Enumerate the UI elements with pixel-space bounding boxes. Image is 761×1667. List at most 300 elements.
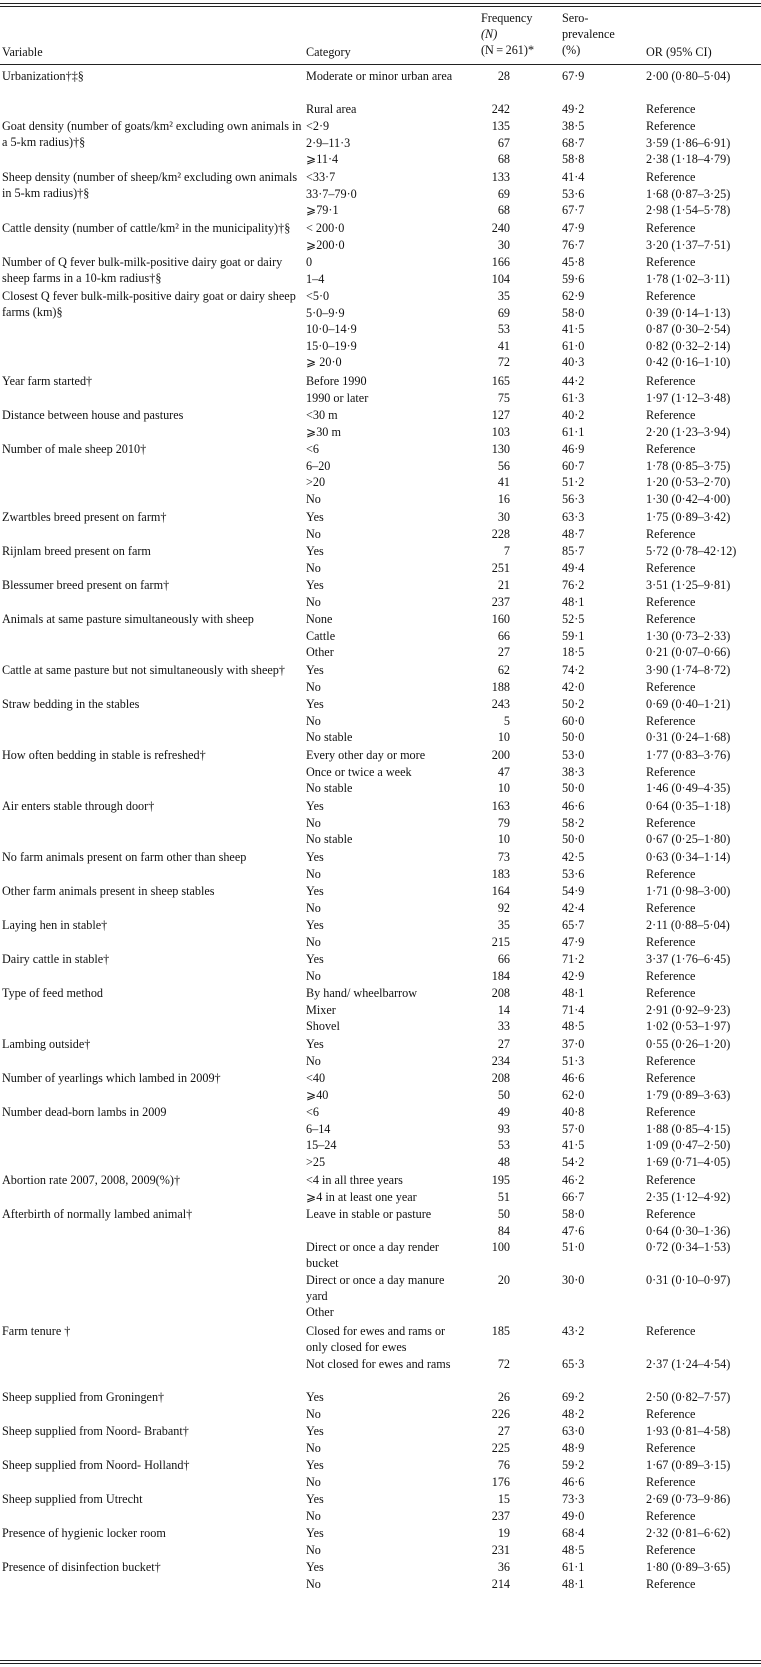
header-rule — [0, 64, 761, 65]
table-row — [0, 424, 761, 441]
seroprevalence-cell: 51·3 — [562, 1053, 585, 1068]
table-row — [0, 186, 761, 203]
frequency-cell: 21 — [497, 578, 510, 592]
category-cell: No stable — [306, 832, 353, 846]
odds-ratio-cell: 1·79 (0·89–3·63) — [646, 1087, 731, 1102]
frequency-cell: 16 — [497, 491, 510, 506]
table-row — [0, 713, 761, 730]
seroprevalence-cell: 85·7 — [562, 544, 585, 558]
odds-ratio-cell: 1·68 (0·87–3·25) — [646, 186, 731, 201]
category-cell: Yes — [306, 663, 324, 677]
frequency-cell: 164 — [491, 884, 510, 898]
frequency-cell: 135 — [491, 119, 510, 133]
frequency-cell: 41 — [497, 475, 510, 489]
seroprevalence-cell: 47·9 — [562, 934, 585, 949]
odds-ratio-cell: 0·64 (0·30–1·36) — [646, 1223, 731, 1238]
table-row — [0, 1002, 761, 1019]
odds-ratio-cell: 1·80 (0·89–3·65) — [646, 1560, 731, 1574]
frequency-cell: 56 — [497, 458, 510, 473]
frequency-cell: 27 — [497, 1037, 510, 1051]
variable-group — [0, 951, 761, 985]
seroprevalence-cell: 40·8 — [562, 1105, 585, 1119]
odds-ratio-cell: 0·82 (0·32–2·14) — [646, 338, 731, 353]
category-cell: Shovel — [306, 1019, 340, 1033]
table-row — [0, 1356, 761, 1389]
variable-group — [0, 254, 761, 288]
top-rule — [0, 3, 761, 4]
odds-ratio-cell: Reference — [646, 1542, 696, 1557]
frequency-cell: 75 — [497, 390, 510, 405]
variable-group — [0, 1525, 761, 1559]
frequency-cell: 49 — [497, 1105, 510, 1119]
seroprevalence-cell: 42·5 — [562, 850, 585, 864]
category-cell: <6 — [306, 442, 319, 456]
variable-group — [0, 1206, 761, 1323]
category-cell: >20 — [306, 475, 326, 489]
category-cell: Yes — [306, 1526, 324, 1540]
category-cell: 5·0–9·9 — [306, 305, 345, 320]
table-row — [0, 611, 761, 628]
variable-group — [0, 1104, 761, 1172]
frequency-cell: 53 — [497, 322, 510, 336]
seroprevalence-cell: 45·8 — [562, 255, 585, 269]
odds-ratio-cell: 2·37 (1·24–4·54) — [646, 1356, 731, 1371]
odds-ratio-cell: 2·00 (0·80–5·04) — [646, 69, 731, 83]
table-row — [0, 354, 761, 371]
variable-label: Rijnlam breed present on farm — [2, 544, 151, 558]
seroprevalence-cell: 48·1 — [562, 986, 585, 1000]
odds-ratio-cell: 0·69 (0·40–1·21) — [646, 697, 731, 711]
odds-ratio-cell: 1·46 (0·49–4·35) — [646, 781, 731, 795]
odds-ratio-cell: Reference — [646, 1406, 696, 1421]
frequency-cell: 84 — [497, 1223, 510, 1238]
category-cell: Yes — [306, 1492, 324, 1506]
variable-label: Straw bedding in the stables — [2, 697, 140, 711]
category-cell: No — [306, 1406, 321, 1421]
category-cell: Rural area — [306, 101, 357, 116]
category-cell: Yes — [306, 697, 324, 711]
seroprevalence-cell: 40·3 — [562, 355, 585, 369]
frequency-cell: 76 — [497, 1458, 510, 1472]
frequency-cell: 242 — [491, 101, 510, 116]
category-cell: Direct or once a day render bucket — [306, 1240, 439, 1270]
seroprevalence-cell: 46·2 — [562, 1173, 585, 1187]
seroprevalence-cell: 59·2 — [562, 1458, 585, 1472]
frequency-cell: 237 — [491, 1508, 510, 1523]
category-cell: No — [306, 1576, 321, 1591]
odds-ratio-cell: 1·69 (0·71–4·05) — [646, 1154, 731, 1169]
category-cell: No — [306, 713, 321, 728]
category-cell: No — [306, 968, 321, 983]
seroprevalence-cell: 71·4 — [562, 1002, 585, 1017]
table-row — [0, 118, 761, 135]
category-cell: No — [306, 815, 321, 830]
odds-ratio-cell: 1·30 (0·73–2·33) — [646, 628, 731, 643]
seroprevalence-cell: 62·9 — [562, 289, 585, 303]
header-odds-ratio: OR (95% CI) — [646, 45, 712, 59]
category-cell: Leave in stable or pasture — [306, 1207, 432, 1221]
table-row — [0, 151, 761, 168]
table-row — [0, 254, 761, 271]
category-cell: Yes — [306, 918, 324, 932]
variable-label: Presence of hygienic locker room — [2, 1526, 166, 1540]
variable-label: Laying hen in stable† — [2, 918, 108, 932]
category-cell: 1990 or later — [306, 390, 369, 405]
frequency-cell: 92 — [497, 900, 510, 915]
category-cell: Other — [306, 645, 334, 659]
odds-ratio-cell: 0·31 (0·24–1·68) — [646, 730, 731, 744]
category-cell: 2·9–11·3 — [306, 135, 351, 150]
odds-ratio-cell: 2·32 (0·81–6·62) — [646, 1526, 731, 1540]
seroprevalence-cell: 42·4 — [562, 900, 585, 915]
table-row — [0, 560, 761, 577]
frequency-cell: 104 — [491, 271, 510, 286]
variable-label: Type of feed method — [2, 986, 104, 1000]
header-sero-line2: prevalence — [562, 27, 615, 41]
table-row — [0, 1018, 761, 1035]
category-cell: 15·0–19·9 — [306, 338, 357, 353]
odds-ratio-cell: Reference — [646, 442, 696, 456]
category-cell: No — [306, 1440, 321, 1455]
table-row — [0, 968, 761, 985]
category-cell: ⩾ 20·0 — [306, 355, 342, 369]
odds-ratio-cell: 1·93 (0·81–4·58) — [646, 1424, 731, 1438]
frequency-cell: 234 — [491, 1053, 510, 1068]
frequency-cell: 33 — [497, 1019, 510, 1033]
odds-ratio-cell: 0·42 (0·16–1·10) — [646, 355, 731, 369]
seroprevalence-cell: 71·2 — [562, 952, 585, 966]
table-row — [0, 1457, 761, 1474]
seroprevalence-cell: 37·0 — [562, 1037, 585, 1051]
variable-group — [0, 1070, 761, 1104]
frequency-cell: 15 — [497, 1492, 510, 1506]
header-frequency-line1: Frequency — [481, 11, 533, 25]
variable-group — [0, 883, 761, 917]
header-frequency — [481, 10, 534, 58]
table-row — [0, 1559, 761, 1576]
seroprevalence-cell: 49·4 — [562, 560, 585, 575]
variable-label: Sheep supplied from Noord- Brabant† — [2, 1424, 189, 1438]
frequency-cell: 48 — [497, 1154, 510, 1169]
variable-label: Dairy cattle in stable† — [2, 952, 110, 966]
frequency-cell: 160 — [491, 612, 510, 626]
seroprevalence-cell: 50·0 — [562, 730, 585, 744]
category-cell: Cattle — [306, 628, 336, 643]
category-cell: ⩾11·4 — [306, 152, 339, 166]
seroprevalence-cell: 48·7 — [562, 526, 585, 541]
category-cell: ⩾30 m — [306, 424, 341, 439]
frequency-cell: 47 — [497, 764, 510, 779]
category-cell: No — [306, 594, 321, 609]
header-category: Category — [306, 45, 351, 59]
seroprevalence-cell: 50·2 — [562, 697, 585, 711]
variable-label: How often bedding in stable is refreshed† — [2, 748, 206, 762]
category-cell: No — [306, 1474, 321, 1489]
variable-label: Air enters stable through door† — [2, 799, 155, 813]
seroprevalence-cell: 57·0 — [562, 1121, 585, 1136]
table-row — [0, 288, 761, 305]
frequency-cell: 27 — [497, 645, 510, 659]
category-cell: Before 1990 — [306, 374, 367, 388]
category-cell: Yes — [306, 1424, 324, 1438]
odds-ratio-cell: 0·63 (0·34–1·14) — [646, 850, 731, 864]
category-cell: Yes — [306, 1560, 324, 1574]
variable-group — [0, 917, 761, 951]
table-row — [0, 1304, 761, 1321]
frequency-cell: 100 — [491, 1240, 510, 1254]
frequency-cell: 19 — [497, 1526, 510, 1540]
category-cell: No — [306, 526, 321, 541]
frequency-cell: 195 — [491, 1173, 510, 1187]
frequency-cell: 20 — [497, 1272, 510, 1287]
category-cell: >25 — [306, 1154, 326, 1169]
category-cell: 6–14 — [306, 1121, 331, 1136]
odds-ratio-cell: 1·88 (0·85–4·15) — [646, 1121, 731, 1136]
category-cell: Yes — [306, 884, 324, 898]
category-cell: Yes — [306, 578, 324, 592]
header-sero-line1: Sero- — [562, 11, 589, 25]
table-row — [0, 491, 761, 508]
variable-label: No farm animals present on farm other than sheep — [2, 850, 247, 864]
category-cell: Once or twice a week — [306, 764, 412, 779]
odds-ratio-cell: 2·20 (1·23–3·94) — [646, 424, 731, 439]
category-cell: 33·7–79·0 — [306, 186, 357, 201]
category-cell: No — [306, 1542, 321, 1557]
category-cell: 6–20 — [306, 458, 331, 473]
seroprevalence-cell: 63·3 — [562, 510, 585, 524]
frequency-cell: 176 — [491, 1474, 510, 1489]
category-cell: Yes — [306, 1390, 324, 1404]
variable-label: Blessumer breed present on farm† — [2, 578, 170, 592]
frequency-cell: 10 — [497, 832, 510, 846]
variable-group — [0, 509, 761, 543]
frequency-cell: 163 — [491, 799, 510, 813]
frequency-cell: 214 — [491, 1576, 510, 1591]
seroprevalence-cell: 52·5 — [562, 612, 585, 626]
odds-ratio-cell: Reference — [646, 1474, 696, 1489]
odds-ratio-cell: Reference — [646, 1071, 696, 1085]
table-row — [0, 849, 761, 866]
frequency-cell: 237 — [491, 594, 510, 609]
frequency-cell: 72 — [497, 355, 510, 369]
seroprevalence-cell: 59·6 — [562, 271, 585, 286]
category-cell: ⩾40 — [306, 1087, 329, 1102]
frequency-cell: 226 — [491, 1406, 510, 1421]
table-row — [0, 1206, 761, 1223]
variable-group — [0, 407, 761, 441]
odds-ratio-cell: Reference — [646, 289, 696, 303]
table-row — [0, 1508, 761, 1525]
seroprevalence-cell: 48·9 — [562, 1440, 585, 1455]
seroprevalence-cell: 50·0 — [562, 832, 585, 846]
seroprevalence-cell: 44·2 — [562, 374, 585, 388]
odds-ratio-cell: 1·71 (0·98–3·00) — [646, 884, 731, 898]
variable-label: Number dead-born lambs in 2009 — [2, 1105, 167, 1119]
seroprevalence-cell: 58·8 — [562, 152, 585, 166]
seroprevalence-cell: 46·6 — [562, 799, 585, 813]
seroprevalence-cell: 65·7 — [562, 918, 585, 932]
table-row — [0, 1087, 761, 1104]
frequency-cell: 53 — [497, 1138, 510, 1152]
variable-label: Abortion rate 2007, 2008, 2009(%)† — [2, 1173, 181, 1187]
odds-ratio-cell: Reference — [646, 1173, 696, 1187]
odds-ratio-cell: Reference — [646, 1440, 696, 1455]
table-row — [0, 373, 761, 390]
table-row — [0, 644, 761, 661]
seroprevalence-cell: 68·4 — [562, 1526, 585, 1540]
variable-group — [0, 1423, 761, 1457]
variable-group — [0, 1491, 761, 1525]
odds-ratio-cell: Reference — [646, 1576, 696, 1591]
variable-label: Number of male sheep 2010† — [2, 442, 147, 456]
category-cell: Yes — [306, 952, 324, 966]
table-row — [0, 679, 761, 696]
seroprevalence-cell: 51·2 — [562, 475, 585, 489]
table-row — [0, 1272, 761, 1305]
odds-ratio-cell: 3·20 (1·37–7·51) — [646, 237, 731, 252]
odds-ratio-cell: Reference — [646, 612, 696, 626]
frequency-cell: 14 — [497, 1002, 510, 1017]
table-row — [0, 135, 761, 152]
variable-label: Cattle at same pasture but not simultaneously with sheep† — [2, 663, 285, 677]
category-cell: No — [306, 1053, 321, 1068]
category-cell: Mixer — [306, 1002, 336, 1017]
frequency-cell: 165 — [491, 374, 510, 388]
variable-label: Goat density (number of goats/km² excluding own animals in a 5-km radius)†§ — [2, 119, 302, 149]
variable-label: Other farm animals present in sheep stables — [2, 884, 215, 898]
table-row — [0, 866, 761, 883]
frequency-cell: 240 — [491, 221, 510, 235]
odds-ratio-cell: Reference — [646, 1105, 696, 1119]
variable-group — [0, 747, 761, 798]
category-cell: By hand/ wheelbarrow — [306, 986, 418, 1000]
odds-ratio-cell: 1·97 (1·12–3·48) — [646, 390, 731, 405]
frequency-cell: 30 — [497, 510, 510, 524]
category-cell: No — [306, 934, 321, 949]
seroprevalence-cell: 42·0 — [562, 679, 585, 694]
category-cell: None — [306, 612, 333, 626]
odds-ratio-cell: 3·90 (1·74–8·72) — [646, 663, 731, 677]
seroprevalence-cell: 51·0 — [562, 1240, 585, 1254]
odds-ratio-cell: 3·51 (1·25–9·81) — [646, 578, 731, 592]
category-cell: No stable — [306, 781, 353, 795]
frequency-cell: 130 — [491, 442, 510, 456]
odds-ratio-cell: 2·98 (1·54–5·78) — [646, 203, 731, 217]
table-row — [0, 458, 761, 475]
odds-ratio-cell: 2·69 (0·73–9·86) — [646, 1492, 731, 1506]
table-row — [0, 169, 761, 186]
category-cell: ⩾4 in at least one year — [306, 1189, 417, 1204]
frequency-cell: 35 — [497, 918, 510, 932]
frequency-cell: 215 — [491, 934, 510, 949]
seroprevalence-cell: 58·2 — [562, 815, 585, 830]
category-cell: No — [306, 866, 321, 881]
variable-group — [0, 798, 761, 849]
table-row — [0, 798, 761, 815]
table-row — [0, 1239, 761, 1272]
category-cell: Yes — [306, 544, 324, 558]
seroprevalence-cell: 41·5 — [562, 1138, 585, 1152]
odds-ratio-cell: 1·20 (0·53–2·70) — [646, 475, 731, 489]
variable-group — [0, 68, 761, 118]
table-row — [0, 577, 761, 594]
odds-ratio-cell: 2·91 (0·92–9·23) — [646, 1002, 731, 1017]
bottom-rule — [0, 1660, 761, 1661]
table-row — [0, 237, 761, 254]
variable-group — [0, 696, 761, 747]
odds-ratio-cell: Reference — [646, 255, 696, 269]
odds-ratio-cell: 3·37 (1·76–6·45) — [646, 952, 731, 966]
header-frequency-line3: (N = 261)* — [481, 43, 535, 57]
seroprevalence-cell: 65·3 — [562, 1356, 585, 1371]
seroprevalence-cell: 46·6 — [562, 1474, 585, 1489]
frequency-cell: 133 — [491, 170, 510, 184]
variable-label: Number of yearlings which lambed in 2009† — [2, 1071, 221, 1085]
frequency-cell: 166 — [491, 255, 510, 269]
variable-group — [0, 288, 761, 373]
variable-label: Cattle density (number of cattle/km² in the municipality)†§ — [2, 221, 291, 235]
variable-group — [0, 169, 761, 220]
odds-ratio-cell: Reference — [646, 815, 696, 830]
seroprevalence-cell: 47·6 — [562, 1223, 585, 1238]
variable-group — [0, 849, 761, 883]
category-cell: ⩾200·0 — [306, 237, 345, 252]
table-row — [0, 1053, 761, 1070]
seroprevalence-cell: 50·0 — [562, 781, 585, 795]
odds-ratio-cell: 2·11 (0·88–5·04) — [646, 918, 730, 932]
frequency-cell: 67 — [497, 135, 510, 150]
frequency-cell: 10 — [497, 781, 510, 795]
category-cell: <30 m — [306, 408, 338, 422]
top-rule-inner — [0, 6, 761, 7]
seroprevalence-cell: 74·2 — [562, 663, 585, 677]
frequency-cell: 228 — [491, 526, 510, 541]
frequency-cell: 7 — [503, 544, 510, 558]
odds-ratio-cell: 2·38 (1·18–4·79) — [646, 152, 731, 166]
variable-group — [0, 441, 761, 509]
variable-label: Number of Q fever bulk-milk-positive dairy goat or dairy sheep farms in a 10-km radius†§ — [2, 255, 283, 285]
frequency-cell: 127 — [491, 408, 510, 422]
table-row — [0, 509, 761, 526]
frequency-cell: 26 — [497, 1390, 510, 1404]
table-row — [0, 815, 761, 832]
category-cell: Not closed for ewes and rams — [306, 1356, 451, 1371]
odds-ratio-cell: 1·78 (1·02–3·11) — [646, 271, 730, 286]
seroprevalence-cell: 63·0 — [562, 1424, 585, 1438]
variable-label: Animals at same pasture simultaneously with sheep — [2, 612, 254, 626]
seroprevalence-cell: 49·0 — [562, 1508, 585, 1523]
table-row — [0, 917, 761, 934]
frequency-cell: 69 — [497, 305, 510, 320]
variable-group — [0, 118, 761, 169]
table-row — [0, 1406, 761, 1423]
table-row — [0, 220, 761, 237]
category-cell: Every other day or more — [306, 748, 426, 762]
odds-ratio-cell: 1·77 (0·83–3·76) — [646, 748, 731, 762]
category-cell: 10·0–14·9 — [306, 322, 357, 336]
table-row — [0, 1121, 761, 1138]
category-cell: No — [306, 560, 321, 575]
table-row — [0, 883, 761, 900]
seroprevalence-cell: 56·3 — [562, 491, 585, 506]
category-cell: Yes — [306, 850, 324, 864]
table-row — [0, 900, 761, 917]
variable-group — [0, 662, 761, 696]
seroprevalence-cell: 59·1 — [562, 628, 585, 643]
frequency-cell: 69 — [497, 186, 510, 201]
table-row — [0, 747, 761, 764]
header-seroprevalence — [562, 10, 615, 58]
